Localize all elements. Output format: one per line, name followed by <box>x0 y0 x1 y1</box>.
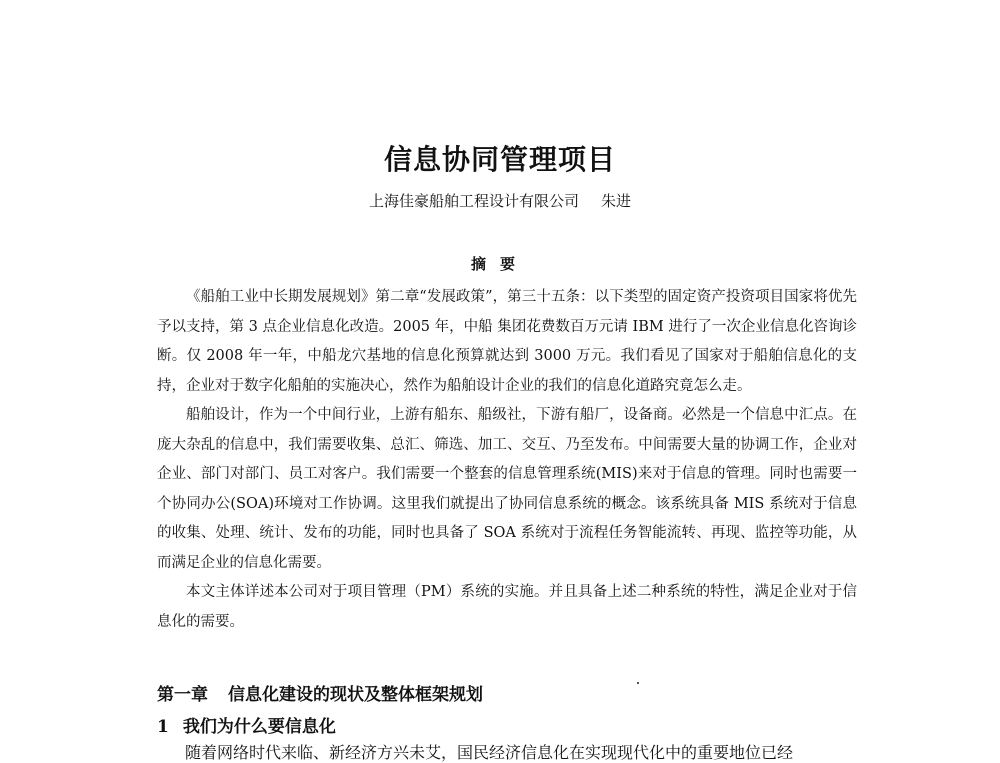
chapter-heading <box>157 680 483 705</box>
abstract-paragraph-1: 《船舶工业中长期发展规划》第二章“发展政策”，第三十五条：以下类型的固定资产投资项目国家将优先予以支持，第 3 点企业信息化改造。2005 年，中船 集团花费数百万元请 IBM 进行了一次企业信息化咨询诊断。仅 2008 年一年，中船龙穴基地的信息化预算就达到 3000 万元。我们看见了国家对于船舶信息化的支持，企业对于数字化船舶的实施决心，然作为船舶设计企业的我们的信息化道路究竟怎么走。 <box>157 289 857 394</box>
abstract-paragraph-2: 船舶设计，作为一个中间行业，上游有船东、船级社，下游有船厂，设备商。必然是一个信息中汇点。在庞大杂乱的信息中，我们需要收集、总汇、筛选、加工、交互、乃至发布。中间需要大量的协调工作，企业对企业、部门对部门、员工对客户。我们需要一个整套的信息管理系统(MIS)来对于信息的管理。同时也需要一个协同办公(SOA)环境对工作协调。这里我们就提出了协同信息系统的概念。该系统具备 MIS 系统对于信息的收集、处理、统计、发布的功能，同时也具备了 SOA 系统对于流程任务智能流转、再现、监控等功能，从而满足企业的信息化需要。 <box>157 407 857 571</box>
author-organization: 上海佳豪船舶工程设计有限公司 <box>368 192 579 210</box>
section-title: 我们为什么要信息化 <box>182 717 336 737</box>
abstract-paragraph-3: 本文主体详述本公司对于项目管理（PM）系统的实施。并且具备上述二种系统的特性，满足企业对于信息化的需要。 <box>157 584 857 630</box>
abstract-heading: 摘要 <box>470 255 529 273</box>
chapter-number: 第一章 <box>157 685 208 705</box>
scan-artifact-dot <box>637 682 639 684</box>
author-line <box>0 190 1000 211</box>
chapter-paragraph-start: 随着网络时代来临、新经济方兴未艾，国民经济信息化在实现现代化中的重要地位已经 <box>185 743 794 762</box>
chapter-title: 信息化建设的现状及整体框架规划 <box>228 685 483 705</box>
section-number: 1 <box>157 717 169 737</box>
abstract-body <box>157 283 857 637</box>
author-name: 朱进 <box>601 192 632 210</box>
section-heading <box>157 712 336 737</box>
page-title: 信息协同管理项目 <box>383 143 616 176</box>
